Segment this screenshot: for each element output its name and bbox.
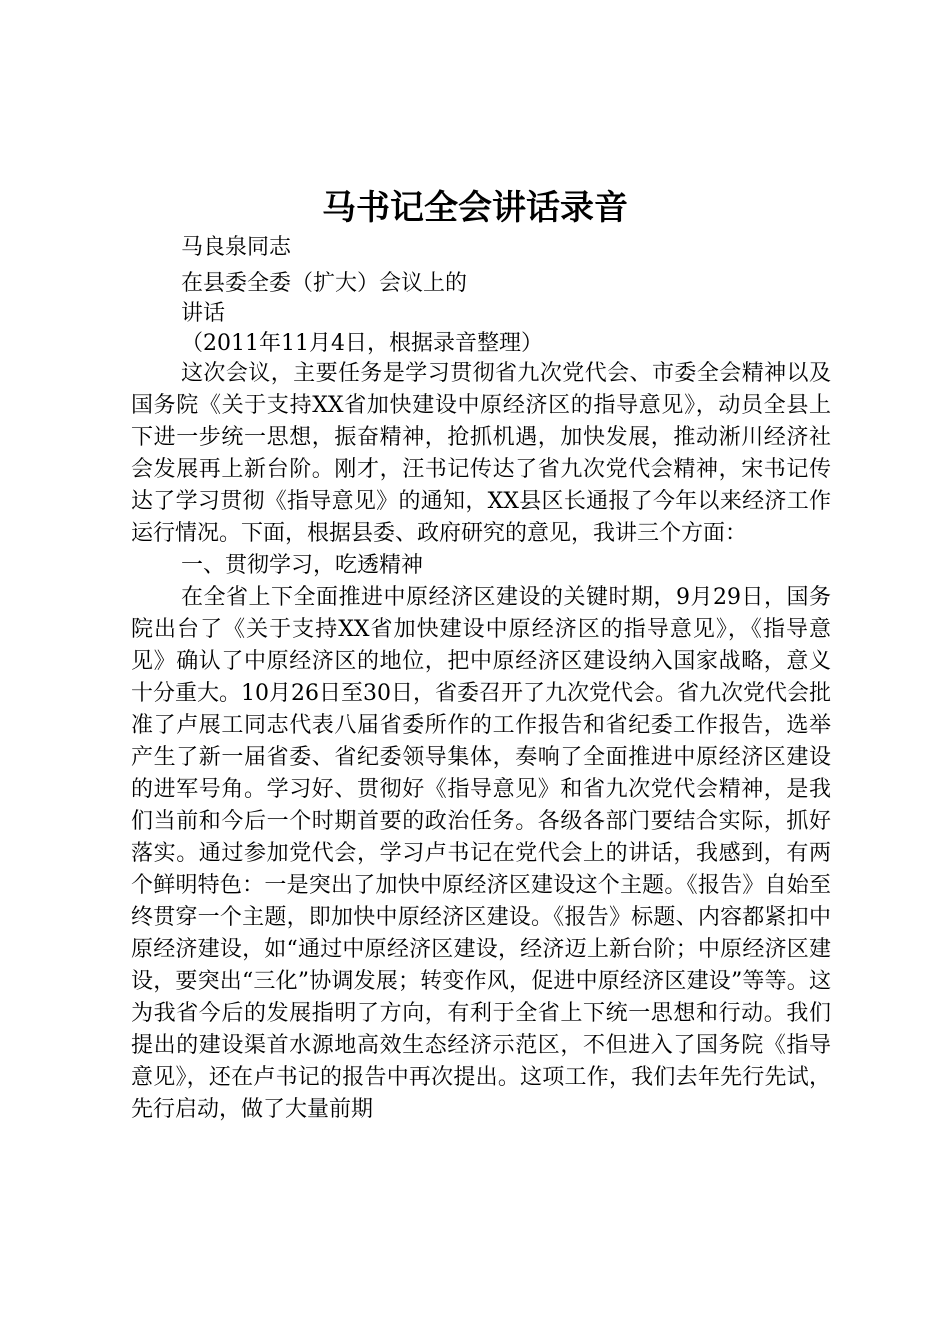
document-title: 马书记全会讲话录音: [322, 188, 628, 228]
occasion-line: 在县委全委（扩大）会议上的: [181, 271, 468, 296]
paragraph-intro: 这次会议，主要任务是学习贯彻省九次党代会、市委全会精神以及国务院《关于支持XX省加快建设中原经济区的指导意见》，动员全县上下进一步统一思想，振奋精神，抢抓机遇，加快发展，推动淅川经济社会发展再上新台阶。刚才，汪书记传达了省九次党代会精神，宋书记传达了学习贯彻《指导意见》的通知，XX县区长通报了今年以来经济工作运行情况。下面，根据县委、政府研究的意见，我讲三个方面：: [131, 361, 831, 546]
speech-label: 讲话: [181, 301, 226, 326]
section-heading: 一、贯彻学习，吃透精神: [181, 553, 424, 578]
paragraph-main: 在全省上下全面推进中原经济区建设的关键时期，9月29日，国务院出台了《关于支持XX省加快建设中原经济区的指导意见》，《指导意见》确认了中原经济区的地位，把中原经济区建设纳入国家战略，意义十分重大。10月26日至30日，省委召开了九次党代会。省九次党代会批准了卢展工同志代表八届省委所作的工作报告和省纪委工作报告，选举产生了新一届省委、省纪委领导集体，奏响了全面推进中原经济区建设的进军号角。学习好、贯彻好《指导意见》和省九次党代会精神，是我们当前和今后一个时期首要的政治任务。各级各部门要结合实际，抓好落实。通过参加党代会，学习卢书记在党代会上的讲话，我感到，有两个鲜明特色：一是突出了加快中原经济区建设这个主题。《报告》自始至终贯穿一个主题，即加快中原经济区建设。《报告》标题、内容都紧扣中原经济建设，如“通过中原经济区建设，经济迈上新台阶；中原经济区建设，要突出“三化”协调发展；转变作风，促进中原经济区建设”等等。这为我省今后的发展指明了方向，有利于全省上下统一思想和行动。我们提出的建设渠首水源地高效生态经济示范区，不但进入了国务院《指导意见》，还在卢书记的报告中再次提出。这项工作，我们去年先行先试，先行启动，做了大量前期: [131, 585, 831, 1122]
date-note: （2011年11月4日，根据录音整理）: [181, 331, 543, 356]
speaker-line: 马良泉同志: [181, 235, 292, 260]
